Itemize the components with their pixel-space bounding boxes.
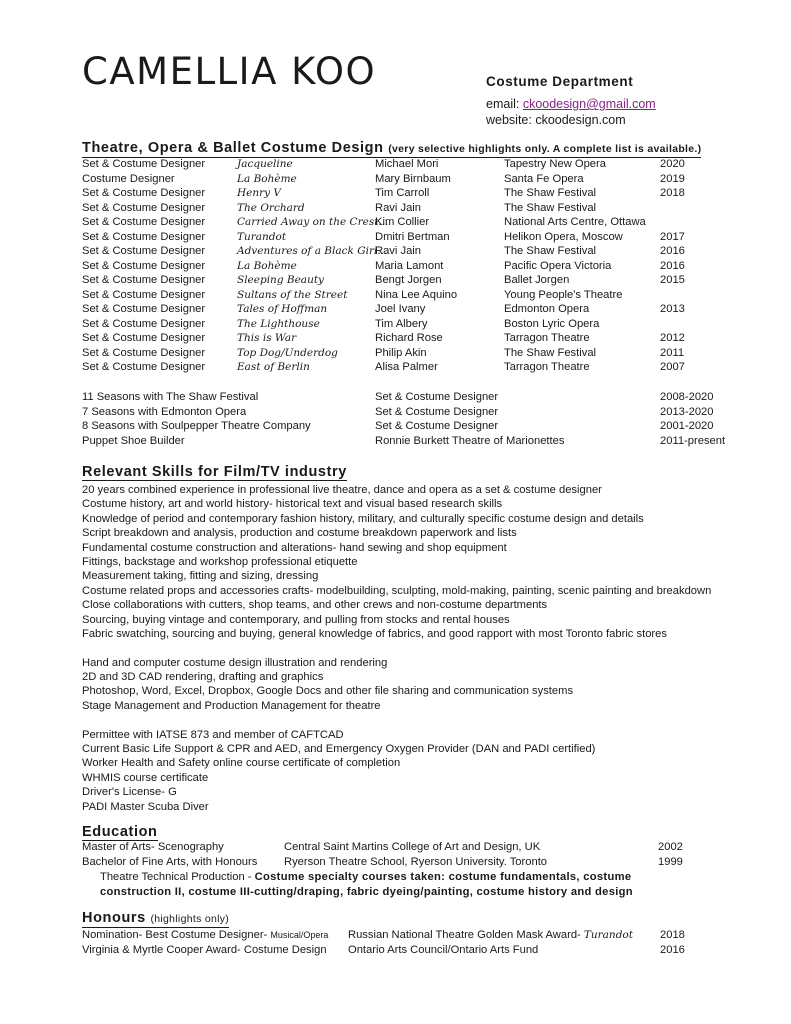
season-what: 11 Seasons with The Shaw Festival (82, 391, 259, 403)
credit-company: Tapestry New Opera (504, 158, 606, 170)
credit-title: Sultans of the Street (237, 288, 348, 301)
season-years: 2008-2020 (660, 391, 714, 403)
credit-company: The Shaw Festival (504, 346, 597, 359)
honour-award-text: Nomination- Best Costume Designer- (82, 929, 271, 941)
honour-org-italic: Turandot (583, 929, 633, 941)
skills-list (82, 483, 711, 814)
season-years: 2001-2020 (660, 420, 714, 432)
credit-year: 2012 (660, 332, 685, 344)
credit-year: 2017 (660, 230, 685, 243)
skill-item: Knowledge of period and contemporary fashion history, military, and culturally specific costume design and details (82, 512, 644, 525)
credit-director: Ravi Jain (375, 201, 422, 214)
credit-role: Set & Costume Designer (82, 230, 206, 243)
credit-director: Nina Lee Aquino (375, 288, 458, 301)
credit-company: Ballet Jorgen (504, 274, 570, 286)
skill-item: Costume history, art and world history- historical text and visual based research skills (82, 498, 503, 511)
season-role: Ronnie Burkett Theatre of Marionettes (375, 434, 565, 447)
honours-heading-text: Honours (82, 910, 146, 926)
credit-title: Sleeping Beauty (237, 274, 324, 286)
education-school: Ryerson Theatre School, Ryerson University. Toronto (284, 856, 548, 868)
skill-item: Script breakdown and analysis, production and costume breakdown paperwork and lists (82, 527, 517, 540)
credit-title: Jacqueline (237, 158, 293, 170)
credit-title: Adventures of a Black Girl... (237, 245, 388, 257)
credit-year: 2007 (660, 361, 685, 373)
credit-company: Santa Fe Opera (504, 172, 584, 185)
honour-award-small: Musical/Opera (270, 930, 329, 940)
credit-director: Bengt Jorgen (375, 274, 442, 286)
honour-award (82, 943, 327, 958)
credit-role: Set & Costume Designer (82, 158, 206, 170)
skills-gap (82, 641, 711, 655)
credit-title: The Orchard (237, 201, 305, 214)
courses-prefix: Theatre Technical Production - (100, 871, 255, 883)
credit-company: The Shaw Festival (504, 245, 597, 257)
skill-item: Permittee with IATSE 873 and member of CAFTCAD (82, 728, 344, 741)
credit-year: 2016 (660, 245, 685, 257)
credit-year: 2016 (660, 259, 685, 272)
credit-director: Philip Akin (375, 346, 427, 359)
skill-item: 20 years combined experience in professional live theatre, dance and opera as a set & costume designer (82, 484, 602, 496)
credit-role: Set & Costume Designer (82, 245, 206, 257)
credit-director: Tim Albery (375, 317, 428, 330)
honour-year: 2016 (660, 943, 685, 956)
honour-award (82, 928, 328, 943)
honours-heading (82, 911, 229, 928)
skill-item: Photoshop, Word, Excel, Dropbox, Google Docs and other file sharing and communication systems (82, 685, 574, 698)
credit-company: The Shaw Festival (504, 201, 597, 214)
credit-role: Set & Costume Designer (82, 187, 206, 199)
skill-item: Sourcing, buying vintage and contemporary, and pulling from stocks and rental houses (82, 613, 510, 626)
credit-company: National Arts Centre, Ottawa (504, 216, 646, 228)
credit-director: Maria Lamont (375, 259, 444, 272)
season-years: 2011-present (660, 434, 726, 447)
skill-item: Fabric swatching, sourcing and buying, general knowledge of fabrics, and good rapport with most Toronto fabric stores (82, 627, 667, 640)
honour-award-text: Virginia & Myrtle Cooper Award- Costume Design (82, 943, 327, 956)
credit-role: Set & Costume Designer (82, 201, 206, 214)
honour-org (348, 928, 633, 943)
credit-title: This is War (237, 332, 297, 344)
courses-bold: Costume specialty courses taken: costume fundamentals, costume construction II, costume III-cutting/draping, fabric dyeing/painting, costume history and design (100, 871, 633, 898)
skill-item: 2D and 3D CAD rendering, drafting and graphics (82, 671, 324, 684)
education-school: Central Saint Martins College of Art and Design, UK (284, 841, 541, 853)
credit-role: Costume Designer (82, 172, 175, 185)
credit-year: 2015 (660, 274, 685, 286)
email-label: email: (486, 97, 523, 111)
skill-item: Worker Health and Safety online course certificate of completion (82, 757, 401, 770)
credit-role: Set & Costume Designer (82, 332, 206, 344)
credit-title: Tales of Hoffman (237, 303, 328, 315)
honour-year: 2018 (660, 929, 685, 941)
credit-company: Edmonton Opera (504, 303, 590, 315)
credit-title: Henry V (237, 187, 282, 199)
credit-role: Set & Costume Designer (82, 303, 206, 315)
skill-item: Current Basic Life Support & CPR and AED, and Emergency Oxygen Provider (DAN and PADI certified) (82, 743, 596, 756)
education-degree: Bachelor of Fine Arts, with Honours (82, 856, 258, 868)
season-what: 8 Seasons with Soulpepper Theatre Company (82, 420, 311, 432)
skill-item: Driver's License- G (82, 786, 177, 799)
credit-year: 2018 (660, 187, 685, 199)
theatre-heading-text: Theatre, Opera & Ballet Costume Design (82, 140, 384, 156)
credit-year: 2013 (660, 303, 685, 315)
email-line (486, 97, 656, 111)
education-degree: Master of Arts- Scenography (82, 841, 224, 853)
credit-director: Ravi Jain (375, 245, 422, 257)
season-years: 2013-2020 (660, 405, 714, 418)
honours-heading-note: (highlights only) (150, 913, 230, 925)
credit-company: Pacific Opera Victoria (504, 259, 612, 272)
credit-role: Set & Costume Designer (82, 361, 206, 373)
credit-company: Boston Lyric Opera (504, 317, 600, 330)
credit-company: Helikon Opera, Moscow (504, 230, 623, 243)
skill-item: WHMIS course certificate (82, 771, 209, 784)
department-label: Costume Department (486, 74, 634, 89)
skills-gap (82, 713, 711, 727)
honour-org-text: Ontario Arts Council/Ontario Arts Fund (348, 943, 539, 956)
education-year: 1999 (658, 856, 683, 868)
credit-company: Young People's Theatre (504, 288, 623, 301)
skill-item: Stage Management and Production Management for theatre (82, 699, 381, 712)
credit-title: La Bohème (237, 172, 297, 185)
skill-item: Hand and computer costume design illustration and rendering (82, 656, 388, 669)
credit-director: Alisa Palmer (375, 361, 438, 373)
skill-item: Measurement taking, fitting and sizing, dressing (82, 570, 319, 583)
honour-org (348, 943, 538, 958)
resume-name: CAMELLIA KOO (82, 50, 377, 93)
education-year: 2002 (658, 841, 683, 853)
skill-item: Fittings, backstage and workshop professional etiquette (82, 555, 358, 568)
skills-heading: Relevant Skills for Film/TV industry (82, 464, 347, 480)
credit-role: Set & Costume Designer (82, 317, 206, 330)
credit-director: Mary Birnbaum (375, 172, 451, 185)
credit-title: The Lighthouse (237, 317, 320, 330)
credit-title: La Bohème (237, 259, 297, 272)
season-role: Set & Costume Designer (375, 405, 499, 418)
credit-title: East of Berlin (237, 361, 310, 373)
credit-year: 2019 (660, 172, 685, 185)
website-line: website: ckoodesign.com (486, 113, 626, 127)
season-what: Puppet Shoe Builder (82, 434, 185, 447)
credit-role: Set & Costume Designer (82, 216, 206, 228)
skill-item: Fundamental costume construction and alterations- hand sewing and shop equipment (82, 541, 507, 554)
season-what: 7 Seasons with Edmonton Opera (82, 405, 247, 418)
credit-company: Tarragon Theatre (504, 332, 590, 344)
credit-director: Michael Mori (375, 158, 439, 170)
education-heading: Education (82, 824, 158, 840)
skill-item: Costume related props and accessories crafts- modelbuilding, sculpting, mold-making, painting, scenic painting and breakdown (82, 584, 712, 597)
credit-role: Set & Costume Designer (82, 259, 206, 272)
theatre-heading-note: (very selective highlights only. A complete list is available.) (388, 143, 702, 155)
credit-director: Dmitri Bertman (375, 230, 450, 243)
credit-role: Set & Costume Designer (82, 274, 206, 286)
skill-item: Close collaborations with cutters, shop teams, and other crews and non-costume departments (82, 599, 548, 612)
credit-year: 2020 (660, 158, 685, 170)
credit-director: Tim Carroll (375, 187, 430, 199)
credit-director: Richard Rose (375, 332, 443, 344)
courses-text (100, 870, 700, 900)
honour-org-text: Russian National Theatre Golden Mask Award- (348, 929, 584, 941)
theatre-heading (82, 141, 701, 158)
season-role: Set & Costume Designer (375, 391, 499, 403)
season-role: Set & Costume Designer (375, 420, 499, 432)
email-link[interactable]: ckoodesign@gmail.com (522, 97, 656, 111)
credit-company: The Shaw Festival (504, 187, 597, 199)
skill-item: PADI Master Scuba Diver (82, 800, 209, 813)
credit-title: Top Dog/Underdog (237, 346, 338, 359)
credit-title: Turandot (237, 230, 287, 243)
credit-director: Joel Ivany (375, 303, 426, 315)
credit-company: Tarragon Theatre (504, 361, 590, 373)
credit-role: Set & Costume Designer (82, 346, 206, 359)
credit-title: Carried Away on the Crest... (237, 216, 389, 228)
credit-year: 2011 (660, 346, 685, 359)
credit-director: Kim Collier (375, 216, 430, 228)
credit-role: Set & Costume Designer (82, 288, 206, 301)
